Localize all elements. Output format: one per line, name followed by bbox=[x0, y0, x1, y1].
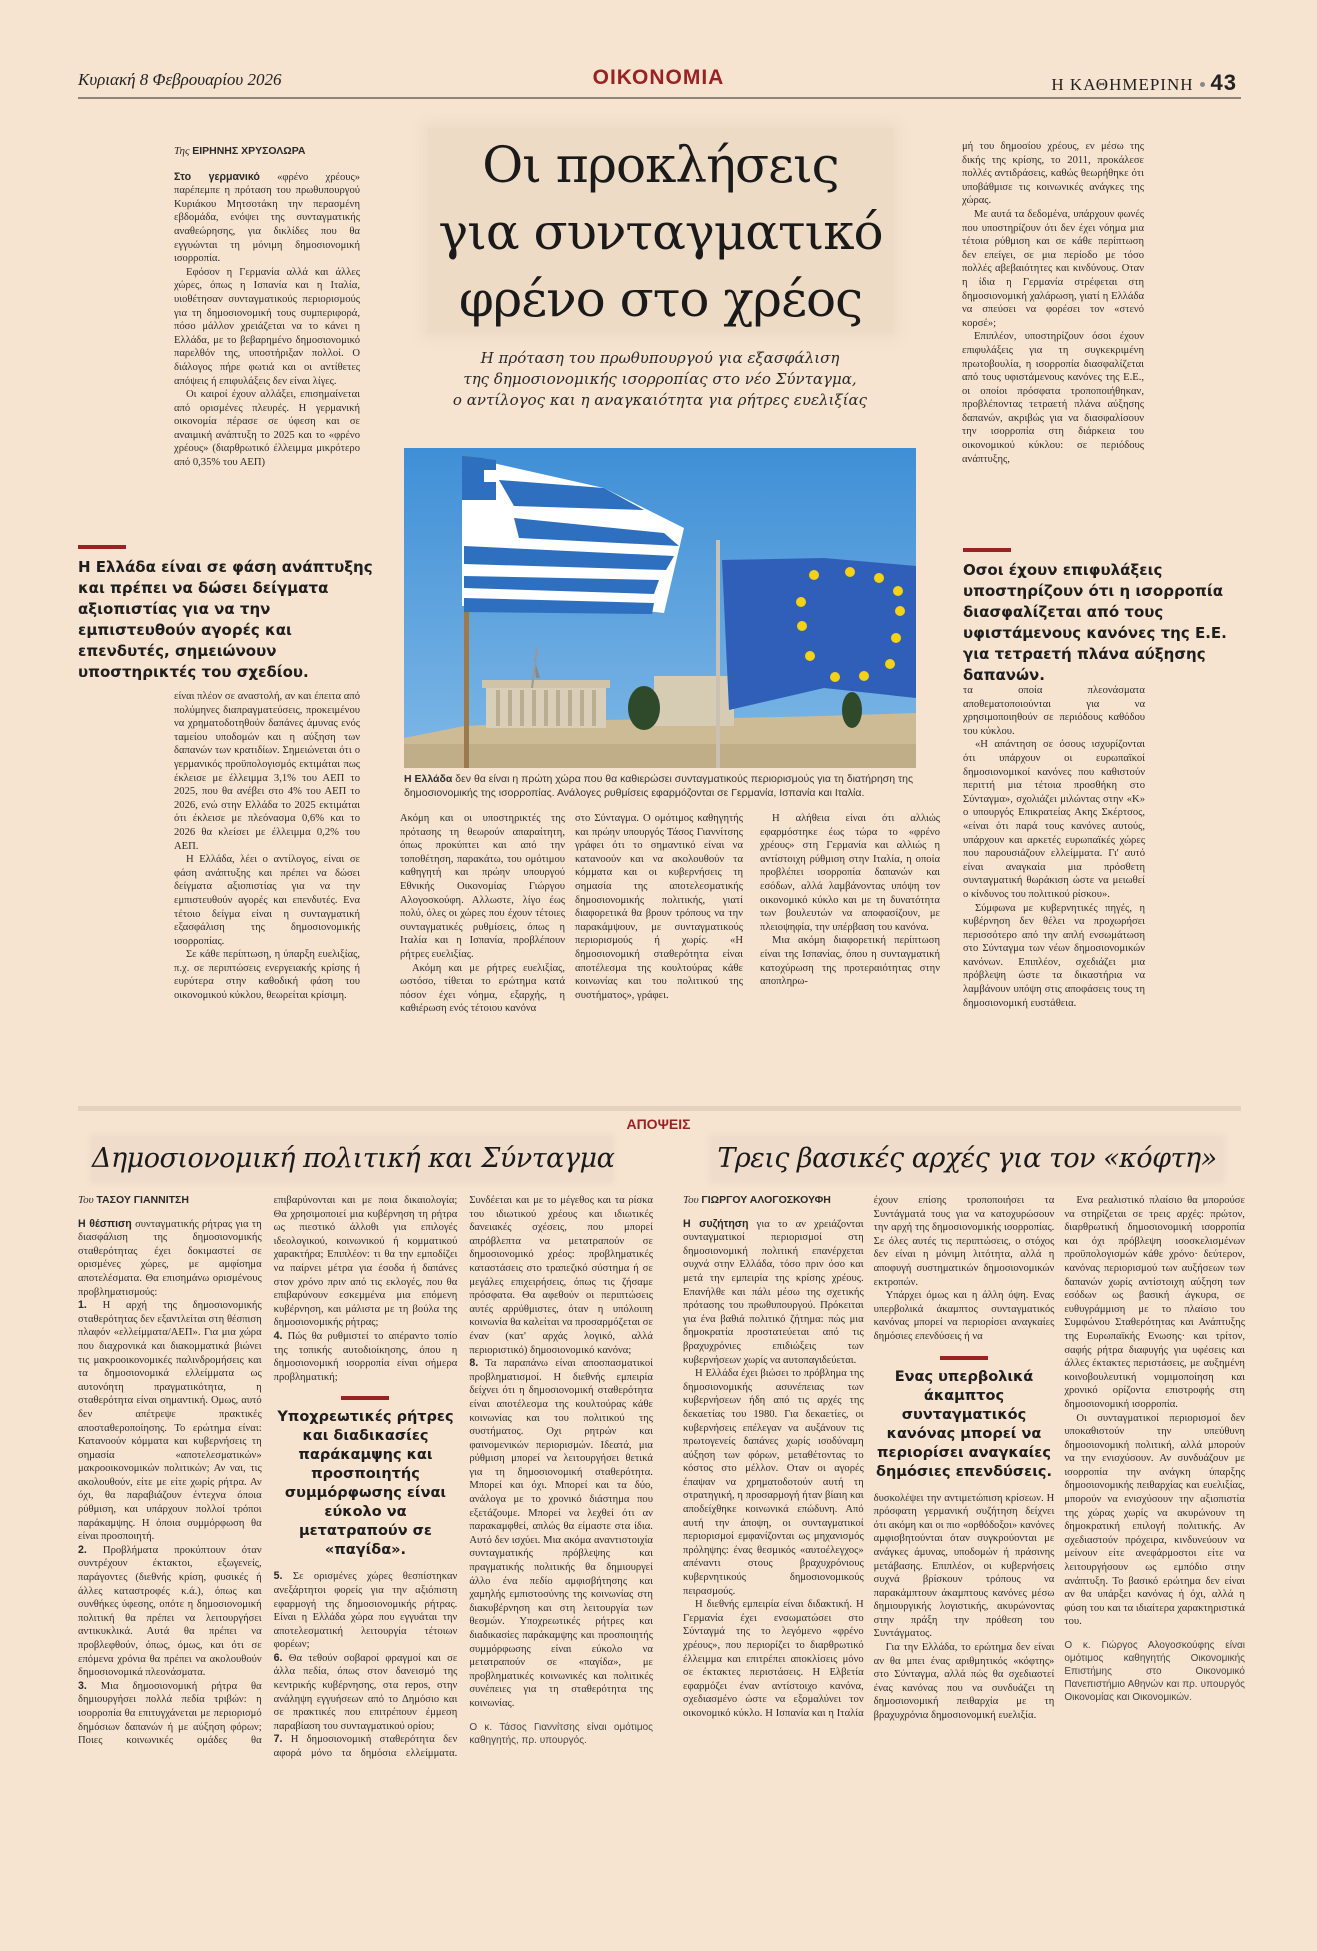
paragraph: Με αυτά τα δεδομένα, υπάρχουν φωνές που υποστηρίζουν ότι δεν έχει νόημα μια τέτοια ρύθμιση και σε κάθε περίπτωση δεν επείγει, σε μια περίοδο με τόσο πολλές αβεβαιότητες και κινδύνους. Οταν η ίδια η Γερμανία στρέφεται στη δημοσιονομική χαλάρωση, γιατί η Ελλάδα να σπεύσει να φορέσει τον «στενό κορσέ»; bbox=[962, 208, 1144, 329]
main-column-2 bbox=[400, 812, 565, 1016]
paragraph: Σύμφωνα με κυβερνητικές πηγές, η κυβέρνηση δεν θέλει να προχωρήσει περισσότερο από την απλή ενσωμάτωση στο Σύνταγμα των νέων δημοσιονομικών κανόνων. Επιπλέον, σχεδιάζει μια πρόβλεψη ώστε τα δικαστήρια να λαμβάνουν υπόψη στις αποφάσεις τους τη δημοσιονομική ευστάθεια. bbox=[963, 902, 1145, 1009]
byline-author: ΕΙΡΗΝΗΣ ΧΡΥΣΟΛΩΡΑ bbox=[192, 145, 306, 157]
subheadline bbox=[440, 348, 880, 411]
paragraph: τα οποία πλεονάσματα αποθεματοποιούνται για να χρησιμοποιηθούν σε περιόδους καθόδου του κύκλου. bbox=[963, 685, 1145, 737]
paragraph: Υπάρχει όμως και η άλλη όψη. Ενας υπερβολικά άκαμπτος συνταγματικός κανόνας μπορεί να περιορίσει αναγκαίες δημόσιες επενδύσεις ή να bbox=[873, 1290, 1055, 1342]
paragraph: Η αλήθεια είναι ότι αλλιώς εφαρμόστηκε έως τώρα το «φρένο χρέους» στη Γερμανία και αλλιώς η αντίστοιχη ρύθμιση στην Ιταλία, η οποία προβλέπει ισορροπία δαπανών και εσόδων, αλλά λαμβάνοντας υπόψη τον οικονομικό κύκλο και με τη δυνατότητα των βουλευτών να αποφασίζουν, με πλειοψηφία, την υπέρβαση του κανόνα. bbox=[760, 813, 940, 933]
pull-quote-right bbox=[963, 548, 1245, 686]
bullet-icon bbox=[1200, 82, 1205, 87]
main-column-1-bottom bbox=[174, 690, 360, 1003]
paragraph: Ενα ρεαλιστικό πλαίσιο θα μπορούσε να στηρίζεται σε τρεις αρχές: πρώτον, διαρθρωτική δημοσιονομική ισορροπία και όχι πρόβλεψη ισοσκελισμένων προϋπολογισμών κάθε χρόνο· δεύτερον, κανόνας περιορισμού των αυξήσεων των δαπανών χωρίς αντίστοιχη αύξηση των εσόδων ως βασική άγκυρα, σε ευθυγράμμιση με το πλαίσιο του Συμφώνου Σταθερότητας και Ανάπτυξης της Ευρωπαϊκής Ενωσης· και τρίτον, σαφής ρήτρα διαφυγής για υφέσεις και άλλες έκτακτες περιστάσεις, με αυξημένη κοινοβουλευτική νομιμοποίηση και χρονικό ορίζοντα επιστροφής στη δημοσιονομική ισορροπία. bbox=[1064, 1195, 1245, 1410]
paragraph: είναι πλέον σε αναστολή, αν και έπειτα από πολύμηνες διαπραγματεύσεις, προκειμένου να χρηματοδοτηθούν δαπάνες άμυνας ενός ταμείου υποδομών και η αύξηση των δαπανών των κρατιδίων. Σημειώνεται ότι ο γερμανικός προϋπολογισμός εκτιμάται πως έκλεισε με έλλειμμα 3,1% του ΑΕΠ το 2025, που θα ανέβει στο 4% του ΑΕΠ το 2026, ενώ στην Ελλάδα το 2025 εκτιμάται ότι έκλεισε με πλεόνασμα 0,6% και το 2026 θα κλείσει με έλλειμμα 0,2% του ΑΕΠ. bbox=[174, 691, 360, 852]
author-bio-right: Ο κ. Γιώργος Αλογοσκούφης είναι ομότιμος καθηγητής Οικονομικής Επιστήμης στο Οικονομικό Πανεπιστήμιο Αθηνών και πρ. υπουργός Οικονομίας και Οικονομικών. bbox=[1064, 1640, 1245, 1703]
page-number: 43 bbox=[1210, 70, 1237, 95]
numbered-point: 2. Προβλήματα προκύπτουν όταν συντρέχουν έκτακτοι, εξωγενείς, παράγοντες (διεθνής κρίση, φυσικές ή άλλες καταστροφές κ.ά.), όπως και συνθήκες ύφεσης, οπότε η δημοσιονομική πολιτική θα πρέπει να λειτουργήσει αντικυκλικά. Αυτά θα πρέπει να προβλεφθούν, όπως, όμως, και ότι σε επόμενα χρόνια θα πρέπει να ακολουθούν δημοσιονομικά πλεονάσματα. bbox=[78, 1543, 262, 1679]
lead-in: Η συζήτηση bbox=[683, 1217, 749, 1230]
headline-line: για συνταγματικό bbox=[438, 203, 883, 261]
section-title: ΟΙΚΟΝΟΜΙΑ bbox=[592, 66, 725, 89]
headline bbox=[428, 132, 893, 333]
paragraph: Ακόμη και οι υποστηρικτές της πρότασης τη θεωρούν απαραίτητη, όπως προκύπτει και από την τοποθέτηση, παρακάτω, του ομότιμου καθηγητή και πρώην υπουργού Εθνικής Οικονομίας Γιώργου Αλογοσκούφη. Αλλωστε, λίγο έως πολύ, όλες οι χώρες που έχουν τέτοιες συνταγματικές ρυθμίσεις, όπως η Ιταλία και η Ισπανία, προβλέπουν ρήτρες ευελιξίας. bbox=[400, 813, 565, 960]
caption-text: δεν θα είναι η πρώτη χώρα που θα καθιερώσει συνταγματικούς περιορισμούς για τη διατήρηση της δημοσιονομικής της ισορροπίας. Ανάλογες ρυθμίσεις εφαρμόζονται σε Γερμανία, Ισπανία και Ιταλία. bbox=[404, 773, 914, 799]
opinion-right-title-box bbox=[712, 1137, 1222, 1181]
accent-bar bbox=[963, 548, 1011, 552]
opinion-left-byline: Του ΤΑΣΟΥ ΓΙΑΝΝΙΤΣΗ bbox=[78, 1194, 189, 1206]
opinion-left-title-box bbox=[92, 1137, 615, 1181]
masthead bbox=[1051, 70, 1237, 96]
paragraph: Οι συνταγματικοί περιορισμοί δεν υποκαθιστούν την υπεύθυνη δημοσιονομική πολιτική, αλλά μπορούν να την ενισχύσουν. Αν συνδυάζουν με ισορροπία την ανάγκη ύπαρξης δημοσιονομικής πειθαρχίας και ευελιξίας, μπορούν να ενισχύσουν την αξιοπιστία της χώρας χωρίς να ακυρώνουν τη δημοκρατική επιλογή πολιτικής. Αν σχεδιαστούν πρόχειρα, κινδυνεύουν να μείνουν είτε ανεφάρμοστοι είτε να λειτουργήσουν ως εμπόδιο στην ανάπτυξη. Το βασικό ερώτημα δεν είναι αν θα υπάρξει κανόνας ή όχι, αλλά η φύση του και τα ιδιαίτερα χαρακτηριστικά του. bbox=[1064, 1412, 1245, 1628]
opinion-left-title: Δημοσιονομική πολιτική και Σύνταγμα bbox=[92, 1143, 615, 1174]
header-rule bbox=[78, 97, 1241, 99]
numbered-point: 8. Τα παραπάνω είναι αποσπασματικοί προβληματισμοί. Η διεθνής εμπειρία δείχνει ότι η δημοσιονομική σταθερότητα είναι αποτέλεσμα της κουλτούρας κάθε κοινωνίας και του πολιτικού της συστήματος. Οχι ρητρών και φαινομενικών περιορισμών. Ιδεατά, μια ρύθμιση μπορεί να λειτουργήσει θετικά για τη δημοσιονομική σταθερότητα. Μπορεί και όχι. Μπορεί και τα δύο, ανάλογα με το χρονικό διάστημα που εξετάζουμε. Μπορεί να λεχθεί ότι αν παρακαμφθεί, απλώς θα είμαστε στα ίδια. Αυτό δεν ισχύει. Μια ακόμα αναντιστοιχία συνταγματικής πρόβλεψης και πραγματικής πολιτικής θα δημιουργεί άλλο ένα πεδίο αμφισβήτησης και χαμηλής εμπιστοσύνης της κοινωνίας στη διακυβέρνηση και στη λειτουργία των θεσμών. Υποχρεωτικές ρήτρες και διαδικασίες παράκαμψης και προσποιητής συμμόρφωσης είναι εύκολο να μετατραπούν σε «παγίδα», με προβληματικές κοινωνικές και πολιτικές συνέπειες για τη σταθερότητα της κοινωνίας. bbox=[469, 1357, 653, 1709]
opinion-right-body bbox=[683, 1194, 1245, 1723]
numbered-point: 6. Θα τεθούν σοβαροί φραγμοί και σε άλλα πεδία, όπως στον δανεισμό της κεντρικής κυβέρνησης, στα repos, στην ανάληψη εγγυήσεων από το Δημόσιο και σε πρακτικές που επιτρέπουν έμμεση παραβίαση του συνταγματικού ορίου; bbox=[273, 1651, 458, 1732]
paragraph: «Η απάντηση σε όσους ισχυρίζονται ότι υπάρχουν οι ευρωπαϊκοί δημοσιονομικοί κανόνες που καθιστούν περιττή μια τέτοια προσθήκη στο Σύνταγμα», σχολιάζει μιλώντας στην «Κ» ο υπουργός Επικρατείας Ακης Σκέρτσος, «είναι ότι παρά τους κανόνες αυτούς, υπάρχουν και αρκετές ευρωπαϊκές χώρες που παρουσιάζουν ελλείμματα. Γι' αυτό είναι αναγκαία μια πρόσθετη συνταγματική θωράκιση ώστε να μειωθεί ο κίνδυνος του πολιτικού ρίσκου». bbox=[963, 739, 1145, 900]
paragraph: Σε κάθε περίπτωση, η ύπαρξη ευελιξίας, π.χ. σε περιπτώσεις ενεργειακής κρίσης ή ευρύτερα στην καθοδική φάση του οικονομικού κύκλου, θεωρείται κρίσιμη. bbox=[174, 949, 360, 1002]
headline-line: φρένο στο χρέος bbox=[458, 270, 863, 328]
main-column-5-top bbox=[962, 140, 1144, 466]
paragraph: Η Ελλάδα έχει βιώσει το πρόβλημα της δημοσιονομικής ασυνέπειας των κυβερνήσεων ήδη από τις αρχές της δεκαετίας του 1980. Για δεκαετίες, οι κυβερνήσεις επέλεγαν να αυξάνουν τις πρωτογενείς δαπάνες χωρίς ισοδύναμη αύξηση των φόρων, μεταθέτοντας το κόστος στο μέλλον. Οταν οι αγορές έπαψαν να χρηματοδοτούν αυτή τη στρατηγική, η προσαρμογή ήταν βίαιη και αποδείχθηκε κοινωνικά επώδυνη. Από αυτή την άποψη, οι συνταγματικοί περιορισμοί εμφανίζονται ως μηχανισμός πρόληψης: ένας θεσμικός «αυτοέλεγχος» απέναντι στους βραχυχρόνιους κυβερνητικούς δημοσιονομικούς πειρασμούς. bbox=[683, 1368, 864, 1597]
paragraph: Επιπλέον, υποστηρίζουν όσοι έχουν επιφυλάξεις για τη συγκεκριμένη πρωτοβουλία, η ισορροπία διασφαλίζεται από τους υφιστάμενους κανόνες της Ε.Ε., οι οποίοι πρόσφατα τροποποιήθηκαν, προβλέποντας τετραετή πλάνα αύξησης δαπανών, ακριβώς για να διασφαλίσουν την ισορροπία στη διάρκεια του οικονομικού κύκλου: σε περιόδους ανάπτυξης, bbox=[962, 331, 1144, 465]
subheadline-line: ο αντίλογος και η αναγκαιότητα για ρήτρες ευελιξίας bbox=[452, 391, 868, 409]
byline-author: ΓΙΩΡΓΟΥ ΑΛΟΓΟΣΚΟΥΦΗ bbox=[701, 1194, 831, 1206]
accent-bar bbox=[78, 545, 126, 549]
photo-caption bbox=[404, 772, 916, 800]
paragraph: Η Ελλάδα, λέει ο αντίλογος, είναι σε φάση ανάπτυξης και πρέπει να δώσει δείγματα αξιοπιστίας για να την εμπιστευθούν αγορές και επενδυτές. Ενα τέτοιο δείγμα είναι η συνταγματική εξασφάλιση της δημοσιονομικής ισορροπίας. bbox=[174, 854, 360, 947]
paragraph: Ακόμη και με ρήτρες ευελιξίας, ωστόσο, τίθεται το ερώτημα κατά πόσον έχει νόημα, εξαρχής, η καθιέρωση ενός τέτοιου κανόνα bbox=[400, 962, 565, 1015]
opinions-label: ΑΠΟΨΕΙΣ bbox=[626, 1116, 691, 1132]
newspaper-name: Η ΚΑΘΗΜΕΡΙΝΗ bbox=[1051, 75, 1194, 94]
paragraph: Η συζήτηση για το αν χρειάζονται συνταγματικοί περιορισμοί στη δημοσιονομική πολιτική επανέρχεται συχνά στην Ελλάδα, τόσο πριν όσο και μετά την εμπειρία της κρίσης χρέους. Επανήλθε και πάλι μέσω της σχετικής πρότασης του πρωθυπουργού. Πρόκειται για ένα βαθιά πολιτικό ζήτημα: πώς μια δημοκρατία προστατεύεται από τις βραχυχρόνιες επιδιώξεις των κυβερνήσεων χωρίς να αυτοπαγιδεύεται. bbox=[683, 1217, 864, 1366]
photo-illustration bbox=[404, 448, 916, 768]
main-column-4 bbox=[760, 812, 940, 989]
paragraph: Οι καιροί έχουν αλλάξει, επισημαίνεται από ορισμένες πλευρές. Η γερμανική οικονομία πέρασε σε ύφεση και σε αναιμική ανάπτυξη το 2025 και το «φρένο χρέους» (διαρθρωτικό έλλειμμα μικρότερο από 0,35% του ΑΕΠ) bbox=[174, 389, 360, 469]
byline-author: ΤΑΣΟΥ ΓΙΑΝΝΙΤΣΗ bbox=[96, 1194, 189, 1206]
subheadline-line: της δημοσιονομικής ισορροπίας στο νέο Σύνταγμα, bbox=[463, 370, 857, 388]
numbered-point: 3. Μια δημοσιονομική ρήτρα θα δημιουργήσει πολλά πεδία τριβών: η ισορροπία θα επιτυγχάνεται με περιορισμό δημόσιων δαπανών ή με αύξηση φόρων; Ποιες κοινωνικές ομάδες θα επιβαρύνονται και με ποια δικαιολογία; Θα χρησιμοποιεί μια κυβέρνηση τη ρήτρα ως πιεστικό άλλοθι για επιλογές ιδεολογικού, κοινωνικού ή κομματικού χαρακτήρα; Επιπλέον: τι θα την εμποδίζει να παίρνει μέτρα για έσοδα ή δαπάνες στον χρόνο πριν από τις εκλογές, που θα επιβαρύνουν εσκεμμένα μια επόμενη κυβέρνηση, και μάλιστα με τη βούλα της δημοσιονομικής ρήτρας; bbox=[78, 1195, 458, 1747]
headline-line: Οι προκλήσεις bbox=[482, 136, 839, 194]
section-separator bbox=[78, 1106, 1241, 1111]
pull-quote-text: Ενας υπερβολικά άκαμπτος συνταγματικός κανόνας μπορεί να περιορίσει αναγκαίες δημόσιες επενδύσεις. bbox=[876, 1368, 1052, 1480]
opinion-right-title: Τρεις βασικές αρχές για τον «κόφτη» bbox=[717, 1143, 1217, 1174]
accent-bar bbox=[940, 1356, 988, 1360]
eu-flag bbox=[722, 558, 916, 710]
paragraph: Για την Ελλάδα, το ερώτημα δεν είναι αν θα μπει ένας αριθμητικός «κόφτης» στο Σύνταγμα, αλλά πώς θα σχεδιαστεί ένας κανόνας που να συνδυάζει τη δημοσιονομική πειθαρχία με τη βραχυχρόνια δημοσιονομική ευελιξία. bbox=[873, 1642, 1055, 1722]
numbered-point: 1. Η αρχή της δημοσιονομικής σταθερότητας δεν εξαντλείται στη θέσπιση πλαφόν «ελλείμματα/ΑΕΠ». Για μια χώρα που διαχρονικά και διακομματικά βιώνει τις μακροοικονομικές παλινδρομήσεις και τα δημοσιονομικά ελλείμματα ως αυτονόητη πραγματικότητα, η σταθερότητα είναι σημαντική. Ομως, αυτό δεν απέτρεψε πρακτικές αποσταθεροποίησης. Το ερώτημα είναι: Κατανοούν κόμματα και κυβερνήσεις τη σημασία «αποτελεσματικών» μακροοικονομικών πολιτικών; Αν ναι, τις ακολουθούν, είτε με είτε χωρίς ρήτρα. Αν όχι, θα παραβιάζουν έντεχνα όποια ρύθμιση, και υπάρχουν πολλοί τρόποι παράκαμψης. Η όποια συμμόρφωση θα είναι προσποιητή. bbox=[78, 1299, 262, 1543]
opinion-right-byline: Του ΓΙΩΡΓΟΥ ΑΛΟΓΟΣΚΟΥΦΗ bbox=[683, 1194, 831, 1206]
paragraph: δυσκολέψει την αντιμετώπιση κρίσεων. Η πρόσφατη γερμανική συζήτηση δείχνει ότι ακόμη και οι πιο «ορθόδοξοι» κανόνες αμφισβητούνται όταν συγκρούονται με ανάγκες άμυνας, υποδομών ή πράσινης μετάβασης. Επιπλέον, οι κυβερνήσεις συχνά βρίσκουν τρόπους να παρακάμπτουν άκαμπτους κανόνες μέσω δημιουργικής λογιστικής, ακυρώνοντας στην πράξη την πρόθεση του Συντάγματος. bbox=[873, 1492, 1055, 1640]
pull-quote-opinion-right bbox=[874, 1356, 1055, 1482]
pull-quote-left bbox=[78, 545, 378, 683]
pull-quote-text: Οσοι έχουν επιφυλάξεις υποστηρίζουν ότι η ισορροπία διασφαλίζεται από τους υφιστάμενους κανόνες της Ε.Ε. για τετραετή πλάνα αύξησης δαπανών. bbox=[963, 561, 1227, 684]
pull-quote-text: Υποχρεωτικές ρήτρες και διαδικασίες παράκαμψης και προσποιητής συμμόρφωσης είναι εύκολο να μετατραπούν σε «παγίδα». bbox=[277, 1409, 454, 1559]
numbered-point: 7. Η δημοσιονομική σταθερότητα δεν αφορά μόνο τα δημόσια ελλείμματα. Συνδέεται και με το μέγεθος και τα ρίσκα του ιδιωτικού χρέους και ιδιωτικές δανειακές σχέσεις, που μπορεί απρόβλεπτα να μετατραπούν σε δημοσιονομικό χρέος: προβληματικές καταστάσεις στο τραπεζικό σύστημα ή σε μεγάλες επιχειρήσεις, όπως τις ζήσαμε πρόσφατα. Θα αφεθούν οι περιπτώσεις αυτές αρρύθμιστες, όταν η υπόλοιπη κοινωνία θα καλείται να προσαρμόζεται σε έναν (κατ' αρχάς λογικό, αλλά περιοριστικό) δημοσιονομικό κανόνα; bbox=[273, 1195, 653, 1760]
pull-quote-text: Η Ελλάδα είναι σε φάση ανάπτυξης και πρέπει να δώσει δείγματα αξιοπιστίας για να την εμπιστευθούν αγορές και επενδυτές, σημειώνουν υποστηρικτές του σχεδίου. bbox=[78, 558, 373, 681]
paragraph: Η θέσπιση συνταγματικής ρήτρας για τη διασφάλιση της δημοσιονομικής σταθερότητας έχει δοκιμαστεί σε ορισμένες χώρες, με αμφίσημα αποτελέσματα. Θα επισημάνω ορισμένους προβληματισμούς: bbox=[78, 1217, 262, 1298]
accent-bar bbox=[341, 1396, 389, 1400]
paragraph: στο Σύνταγμα. Ο ομότιμος καθηγητής και πρώην υπουργός Τάσος Γιαννίτσης γράφει ότι το σημαντικό είναι να κατανοούν και να ακολουθούν τα κόμματα και οι κυβερνήσεις τη σημασία της αποτελεσματικής δημοσιονομικής πολιτικής, γιατί διαφορετικά θα βρουν τρόπους να την παρακάμψουν, με συνταγματικούς περιορισμούς ή χωρίς. «Η δημοσιονομική σταθερότητα είναι αποτέλεσμα της κουλτούρας κάθε κοινωνίας και του πολιτικού της συστήματος», γράφει. bbox=[575, 813, 743, 1001]
numbered-point: 5. Σε ορισμένες χώρες θεσπίστηκαν ανεξάρτητοι φορείς για την αξιόπιστη εφαρμογή της δημοσιονομικής ρήτρας. Είναι η Ελλάδα χώρα που εγγυάται την αποτελεσματική λειτουργία τέτοιων φορέων; bbox=[273, 1570, 458, 1651]
paragraph: Εφόσον η Γερμανία αλλά και άλλες χώρες, όπως η Ισπανία και η Ιταλία, υιοθέτησαν συνταγματικούς περιορισμούς για τη δημοσιονομική τους συμπεριφορά, πόσο μάλλον χρειάζεται να το κάνει η Ελλάδα, με το βεβαρημένο δημοσιονομικό παρελθόν της, υποστήριξαν πολλοί. Ο διάλογος πήρε φωτιά και οι αντίθετες απόψεις ή επιφυλάξεις δεν είναι λίγες. bbox=[174, 266, 360, 387]
main-column-1-top bbox=[174, 145, 360, 470]
main-column-5-bottom bbox=[963, 684, 1145, 1010]
opinion-left-body bbox=[78, 1194, 653, 1761]
main-column-3 bbox=[575, 812, 743, 1002]
flagpole bbox=[716, 540, 720, 768]
paragraph: Η διεθνής εμπειρία είναι διδακτική. Η Γερμανία έχει ενσωματώσει στο Σύνταγμά της το λεγόμενο «φρένο χρέους», που περιορίζει το διαρθρωτικό έλλειμμα και επιτρέπει αποκλίσεις μόνο σε έκτακτες περιστάσεις. Η Ελβετία εφαρμόζει έναν αντίστοιχο κανόνα, σχεδιασμένο ώστε να εξομαλύνει τον οικονομικό κύκλο. Η Ισπανία και η Ιταλία έχουν επίσης τροποποιήσει τα Συντάγματά τους για να κατοχυρώσουν την αρχή της δημοσιονομικής ισορροπίας. Σε όλες αυτές τις περιπτώσεις, ο στόχος δεν είναι η μόνιμη λιτότητα, αλλά η αποφυγή συστηματικών δημοσιονομικών εκτροπών. bbox=[683, 1195, 1055, 1719]
numbered-point: 4. Πώς θα ρυθμιστεί το απέραντο τοπίο της τοπικής αυτοδιοίκησης, όπου η δημοσιονομική ισορροπία είναι σήμερα προβληματική; bbox=[273, 1329, 458, 1383]
main-byline bbox=[174, 145, 360, 159]
caption-lead: Η Ελλάδα bbox=[404, 773, 453, 785]
paragraph: Στο γερμανικό «φρένο χρέους» παρέπεμπε η πρόταση του πρωθυπουργού Κυριάκου Μητσοτάκη την περασμένη εβδομάδα, ενόψει της συνταγματικής αναθεώρησης, για δικλίδες που θα εγγυώνται τη μόνιμη δημοσιονομική ισορροπία. bbox=[174, 170, 360, 265]
paragraph: μή του δημοσίου χρέους, εν μέσω της δικής της κρίσης, το 2011, προκάλεσε πολλές αντιδράσεις, καθώς θεωρήθηκε ότι υποβάθμισε τις κοινωνικές ανάγκες της χώρας. bbox=[962, 141, 1144, 207]
photo-flags-acropolis bbox=[404, 448, 916, 768]
pull-quote-opinion-left bbox=[274, 1396, 458, 1560]
subheadline-line: Η πρόταση του πρωθυπουργού για εξασφάλιση bbox=[480, 349, 840, 367]
author-bio-left: Ο κ. Τάσος Γιαννίτσης είναι ομότιμος καθηγητής, πρ. υπουργός. bbox=[469, 1721, 653, 1746]
lead-in: Η θέσπιση bbox=[78, 1217, 132, 1230]
byline-prefix: Της bbox=[174, 145, 190, 157]
lead-in: Στο γερμανικό bbox=[174, 170, 260, 183]
issue-date: Κυριακή 8 Φεβρουαρίου 2026 bbox=[78, 70, 282, 89]
paragraph: Μια ακόμη διαφορετική περίπτωση είναι της Ισπανίας, όπου η συνταγματική κατοχύρωση της προτεραιότητας στην αποπληρω- bbox=[760, 935, 940, 988]
